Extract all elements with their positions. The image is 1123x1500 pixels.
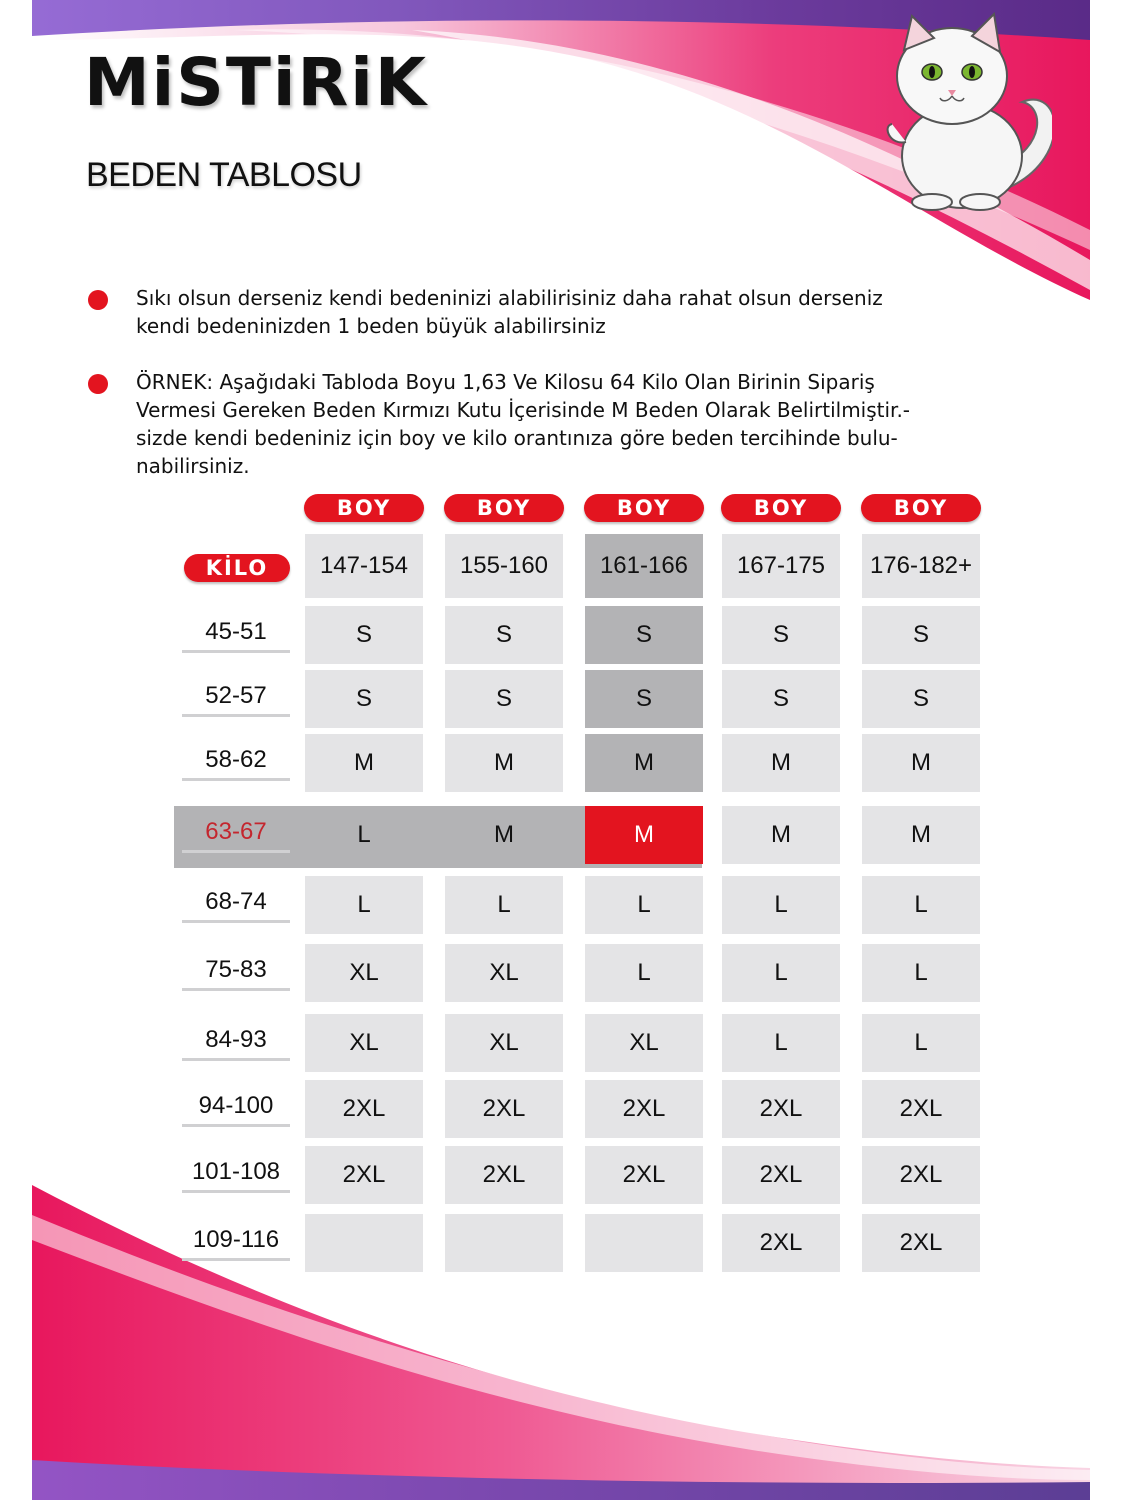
weight-range-label: 52-57 [205, 682, 267, 709]
size-cell: M [445, 806, 563, 864]
boy-header-badge: BOY [861, 494, 981, 522]
size-cell: L [722, 944, 840, 1002]
weight-label-underline [182, 1124, 290, 1127]
size-cell [445, 1214, 563, 1272]
size-cell: L [862, 876, 980, 934]
size-cell: S [722, 670, 840, 728]
weight-range-label: 45-51 [205, 618, 267, 645]
boy-header-badge: BOY [444, 494, 564, 522]
weight-range-label: 68-74 [205, 888, 267, 915]
size-cell: S [862, 670, 980, 728]
kilo-header-badge: KİLO [184, 554, 290, 582]
size-cell: S [445, 606, 563, 664]
bullet-dot-icon [88, 374, 108, 394]
boy-header-badge: BOY [721, 494, 841, 522]
height-range-cell: 176-182+ [862, 534, 980, 598]
size-cell: 2XL [305, 1146, 423, 1204]
weight-label-underline [182, 650, 290, 653]
size-cell: XL [305, 1014, 423, 1072]
size-cell: S [862, 606, 980, 664]
weight-label-underline [182, 778, 290, 781]
size-cell: 2XL [585, 1146, 703, 1204]
size-cell: 2XL [305, 1080, 423, 1138]
size-cell: M [585, 806, 703, 864]
weight-label-underline [182, 850, 290, 853]
height-range-cell: 155-160 [445, 534, 563, 598]
weight-label-underline [182, 714, 290, 717]
size-cell: 2XL [722, 1214, 840, 1272]
size-cell: 2XL [862, 1146, 980, 1204]
size-cell: M [305, 734, 423, 792]
size-cell: 2XL [445, 1080, 563, 1138]
weight-range-label: 75-83 [205, 956, 267, 983]
weight-range-label: 109-116 [192, 1226, 280, 1253]
brand-logo: MiSTiRiK [84, 44, 429, 121]
weight-label-underline [182, 988, 290, 991]
size-cell: L [862, 944, 980, 1002]
size-cell: M [722, 734, 840, 792]
size-cell: S [445, 670, 563, 728]
weight-label-underline [182, 1190, 290, 1193]
size-chart-page [32, 0, 1090, 1500]
boy-header-badge: BOY [584, 494, 704, 522]
weight-label-underline [182, 1058, 290, 1061]
note-1-text: Sıkı olsun derseniz kendi bedeninizi alabilirisiniz daha rahat olsun derseniz kendi bedeninizden 1 beden büyük alabilirsiniz [136, 286, 883, 338]
weight-range-label: 63-67 [205, 818, 267, 845]
size-cell: M [585, 734, 703, 792]
page-title: BEDEN TABLOSU [86, 156, 362, 194]
bullet-dot-icon [88, 290, 108, 310]
size-cell [305, 1214, 423, 1272]
height-range-cell: 167-175 [722, 534, 840, 598]
weight-range-label: 84-93 [205, 1026, 267, 1053]
size-cell: XL [305, 944, 423, 1002]
size-cell: L [722, 876, 840, 934]
weight-label-underline [182, 920, 290, 923]
size-cell: L [722, 1014, 840, 1072]
weight-range-label: 101-108 [191, 1158, 281, 1185]
size-cell: 2XL [862, 1214, 980, 1272]
size-cell: L [305, 876, 423, 934]
size-cell: L [445, 876, 563, 934]
height-range-cell: 147-154 [305, 534, 423, 598]
size-cell: L [862, 1014, 980, 1072]
size-cell: 2XL [722, 1080, 840, 1138]
note-2-text: ÖRNEK: Aşağıdaki Tabloda Boyu 1,63 Ve Kilosu 64 Kilo Olan Birinin Sipariş Vermesi Gereken Beden Kırmızı Kutu İçerisinde M Beden Olarak Belirtilmiştir.- sizde kendi bedeniniz için boy ve kilo orantınıza göre beden tercihinde bulu- nabilirsiniz. [136, 370, 911, 478]
weight-label-underline [182, 1258, 290, 1261]
cat-mascot-icon [862, 6, 1052, 214]
size-cell: S [585, 606, 703, 664]
size-cell: M [445, 734, 563, 792]
size-cell: M [862, 734, 980, 792]
boy-header-badge: BOY [304, 494, 424, 522]
size-cell: 2XL [445, 1146, 563, 1204]
size-cell: XL [445, 1014, 563, 1072]
size-cell: S [585, 670, 703, 728]
size-cell: S [722, 606, 840, 664]
size-cell: 2XL [862, 1080, 980, 1138]
size-cell: L [585, 944, 703, 1002]
weight-range-label: 94-100 [198, 1092, 274, 1119]
weight-range-label: 58-62 [205, 746, 267, 773]
height-range-cell: 161-166 [585, 534, 703, 598]
size-cell: 2XL [585, 1080, 703, 1138]
size-cell [585, 1214, 703, 1272]
size-cell: S [305, 670, 423, 728]
size-cell: L [585, 876, 703, 934]
size-cell: M [862, 806, 980, 864]
size-cell: M [722, 806, 840, 864]
size-cell: 2XL [722, 1146, 840, 1204]
size-cell: XL [445, 944, 563, 1002]
size-cell: XL [585, 1014, 703, 1072]
size-cell: S [305, 606, 423, 664]
size-cell: L [305, 806, 423, 864]
